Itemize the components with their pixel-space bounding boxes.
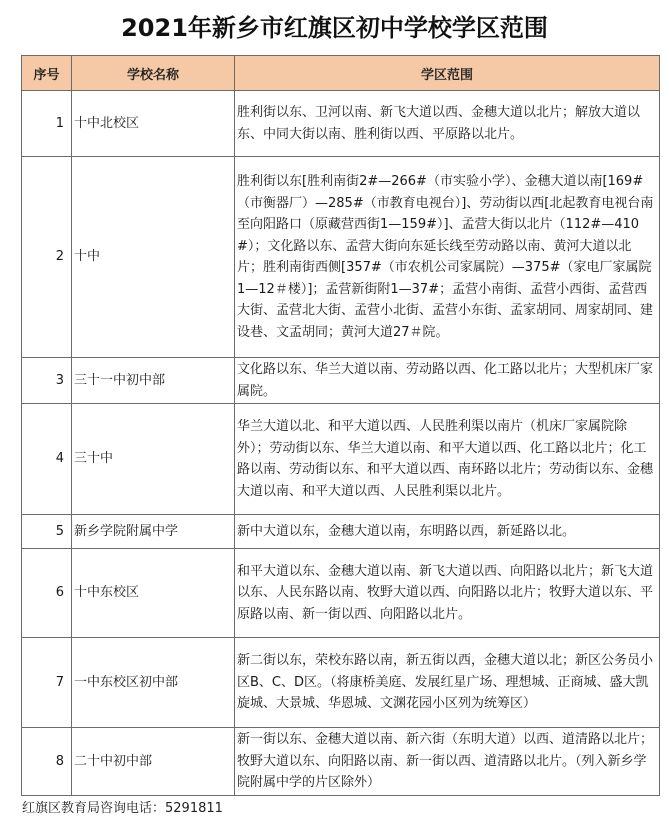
district-range: 胜利街以东、卫河以南、新飞大道以西、金穗大道以北片；解放大道以东、中同大街以南、胜利街以西、平原路以北片。 [235, 91, 660, 157]
page-title: 2021年新乡市红旗区初中学校学区范围 [121, 14, 548, 42]
table-row [22, 157, 660, 358]
header-school: 学校名称 [72, 56, 235, 91]
row-number: 6 [22, 549, 72, 638]
row-number: 8 [22, 728, 72, 796]
district-range: 华兰大道以北、和平大道以西、人民胜利渠以南片（机床厂家属院除外）；劳动街以东、华兰大道以南、和平大道以西、化工路以北片；化工路以南、劳动街以东、和平大道以西、南环路以北片；劳动街以东、金穗大道以南、和平大道以西、人民胜利渠以北片。 [235, 404, 660, 515]
table-row [22, 515, 660, 549]
school-name: 三十中 [72, 404, 235, 515]
school-name: 十中东校区 [72, 549, 235, 638]
school-name: 十中 [72, 157, 235, 358]
row-number: 5 [22, 515, 72, 549]
table-row [22, 728, 660, 796]
header-no: 序号 [22, 56, 72, 91]
district-table [21, 55, 660, 796]
district-range: 新一街以东、金穗大道以南、新六街（东明大道）以西、道清路以北片；牧野大道以东、向阳路以南、新一街以西、道清路以北片。（列入新乡学院附属中学的片区除外） [235, 728, 660, 796]
school-name: 新乡学院附属中学 [72, 515, 235, 549]
header-area: 学区范围 [235, 56, 660, 91]
row-number: 2 [22, 157, 72, 358]
row-number: 3 [22, 358, 72, 404]
header-row [22, 56, 660, 91]
table-row [22, 549, 660, 638]
row-number: 4 [22, 404, 72, 515]
district-range: 新二街以东，荣校东路以南，新五街以西，金穗大道以北；新区公务员小区B、C、D区。（将康桥美庭、发展红星广场、理想城、正商城、盛大凯旋城、大景城、华恩城、文渊花园小区列为统筹区） [235, 638, 660, 728]
district-range: 文化路以东、华兰大道以南、劳动路以西、化工路以北片；大型机床厂家属院。 [235, 358, 660, 404]
table-row [22, 404, 660, 515]
school-name: 二十中初中部 [72, 728, 235, 796]
district-range: 胜利街以东[胜利南街2#—266#（市实验小学）、金穗大道以南[169#（市衡器厂）—285#（市教育电视台）]、劳动街以西[北起教育电视台南至向阳路口（原藏营西街1—159#）]、孟营大街以北片（112#—410#）；文化路以东、孟营大街向东延长线至劳动路以南、黄河大道以北片；胜利南街西侧[357#（市农机公司家属院）—375#（家电厂家属院1—12＃楼）]；孟营新街附1—37#；孟营小南街、孟营小西街、孟营西大街、孟营北大街、孟营小北街、孟营小东街、孟家胡同、周家胡同、建设巷、文孟胡同；黄河大道27＃院。 [235, 157, 660, 358]
contact-phone: 红旗区教育局咨询电话：5291811 [22, 801, 223, 816]
school-name: 十中北校区 [72, 91, 235, 157]
table-row [22, 91, 660, 157]
school-name: 三十一中初中部 [72, 358, 235, 404]
table-row [22, 358, 660, 404]
row-number: 7 [22, 638, 72, 728]
row-number: 1 [22, 91, 72, 157]
district-range: 和平大道以东、金穗大道以南、新飞大道以西、向阳路以北片；新飞大道以东、人民东路以南、牧野大道以西、向阳路以北片；牧野大道以东、平原路以南、新一街以西、向阳路以北片。 [235, 549, 660, 638]
school-name: 一中东校区初中部 [72, 638, 235, 728]
district-range: 新中大道以东，金穗大道以南，东明路以西，新延路以北。 [235, 515, 660, 549]
table-row [22, 638, 660, 728]
